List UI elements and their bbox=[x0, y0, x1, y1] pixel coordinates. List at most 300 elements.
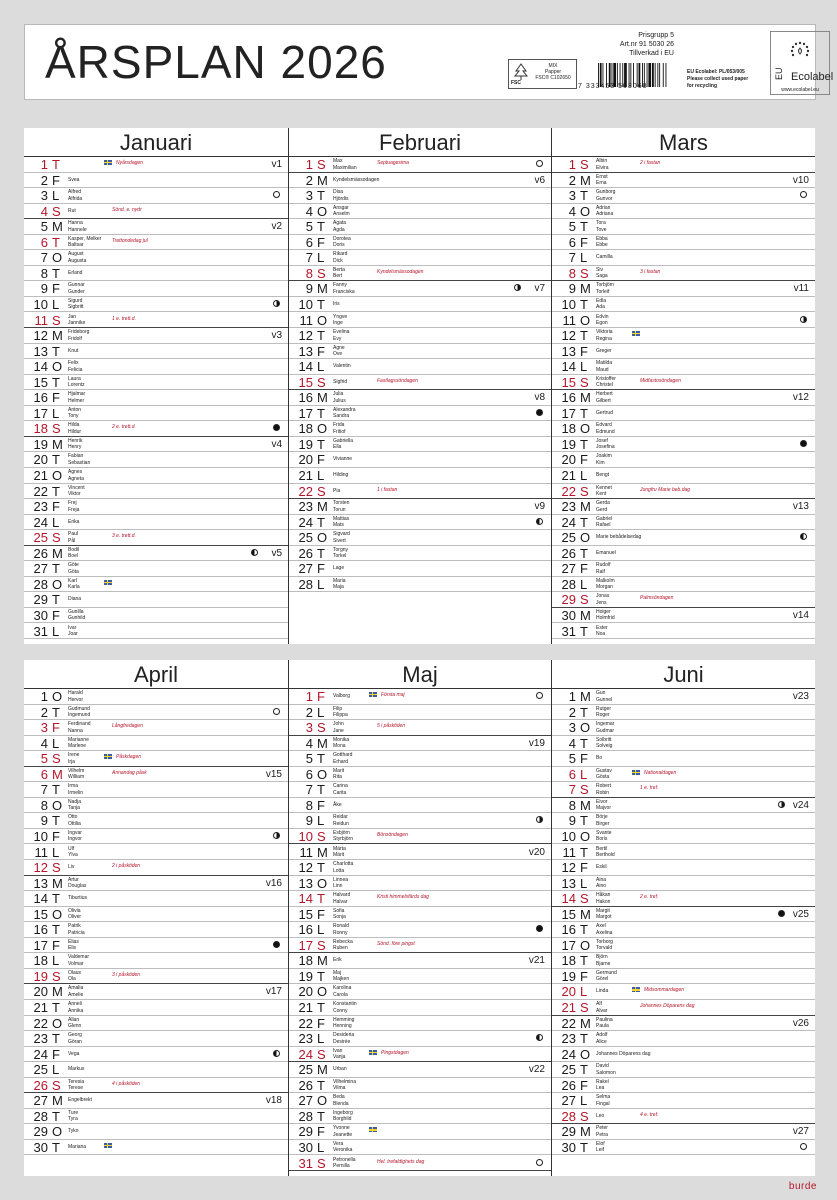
name-day: Adrian Adriana bbox=[596, 204, 614, 218]
name-day: Georg Göran bbox=[68, 1032, 82, 1045]
day-number: 27 bbox=[298, 561, 313, 577]
name-day: Ansgar Anselm bbox=[333, 204, 350, 218]
day-row bbox=[552, 876, 815, 892]
day-row bbox=[289, 813, 551, 829]
weekday-letter: T bbox=[317, 860, 325, 876]
day-number: 2 bbox=[40, 704, 48, 720]
day-row bbox=[289, 751, 551, 767]
day-number: 3 bbox=[568, 188, 576, 204]
weekday-letter: M bbox=[580, 689, 591, 704]
day-row bbox=[289, 876, 551, 892]
name-day: Solbritt Solveig bbox=[596, 736, 613, 750]
name-day: Marianne Marlene bbox=[68, 736, 89, 750]
name-day: Tiburtius bbox=[68, 895, 87, 902]
name-day: Laura Lorentz bbox=[68, 375, 85, 389]
name-day: Filip Filippa bbox=[333, 705, 348, 719]
day-number: 12 bbox=[33, 328, 48, 344]
day-row bbox=[552, 173, 815, 189]
weekday-letter: O bbox=[580, 421, 591, 437]
weekday-letter: F bbox=[52, 390, 60, 406]
day-number: 26 bbox=[33, 1077, 48, 1093]
day-row bbox=[289, 297, 551, 313]
day-number: 22 bbox=[298, 483, 313, 499]
day-number: 3 bbox=[40, 720, 48, 736]
name-day: Charlotta Lotta bbox=[333, 861, 354, 874]
day-number: 15 bbox=[561, 374, 576, 390]
holiday-label: 1 i fastan bbox=[377, 486, 398, 493]
name-day: Kristoffer Christel bbox=[596, 375, 616, 389]
day-number: 25 bbox=[561, 530, 576, 546]
day-row bbox=[24, 561, 288, 577]
name-day: Berta Bert bbox=[333, 266, 345, 280]
month-februari bbox=[288, 128, 551, 644]
week-number: v15 bbox=[265, 768, 282, 780]
day-number: 28 bbox=[33, 1108, 48, 1124]
name-day: Henrik Henry bbox=[68, 437, 83, 451]
weekday-letter: O bbox=[52, 250, 63, 266]
weekday-letter: T bbox=[52, 157, 60, 172]
weekday-letter: T bbox=[52, 374, 60, 390]
holiday-label: 5 i påsktiden bbox=[377, 723, 406, 730]
fsc-label bbox=[508, 59, 577, 89]
first-quarter-moon-icon bbox=[273, 300, 280, 307]
week-number: v17 bbox=[265, 986, 282, 998]
name-day: Viktoria Regina bbox=[596, 329, 613, 342]
day-number: 4 bbox=[568, 203, 576, 219]
name-day: Greger bbox=[596, 347, 612, 354]
name-day: Torborg Torvald bbox=[596, 938, 613, 952]
day-row bbox=[552, 705, 815, 721]
day-row bbox=[552, 953, 815, 969]
week-number: v12 bbox=[792, 392, 809, 404]
name-day: Sigurd Sigbritt bbox=[68, 297, 84, 311]
name-day: Axel Axelina bbox=[596, 923, 613, 936]
weekday-letter: O bbox=[317, 203, 328, 219]
day-number: 22 bbox=[298, 1015, 313, 1031]
holiday-label: 3 i påsktiden bbox=[112, 971, 141, 978]
weekday-letter: O bbox=[317, 1093, 328, 1109]
day-row bbox=[552, 751, 815, 767]
weekday-letter: S bbox=[580, 782, 589, 798]
day-number: 6 bbox=[40, 234, 48, 250]
swedish-flag-icon bbox=[104, 160, 112, 165]
name-day: Lage bbox=[333, 565, 345, 572]
holiday-label: 2 e. trett.d. bbox=[112, 424, 136, 431]
day-number: 16 bbox=[298, 390, 313, 406]
weekday-letter: T bbox=[52, 561, 60, 577]
weekday-letter: T bbox=[317, 405, 325, 421]
week-number: v5 bbox=[271, 547, 282, 559]
day-number: 18 bbox=[561, 953, 576, 969]
day-row bbox=[24, 829, 288, 845]
name-day: Camilla bbox=[596, 254, 613, 261]
weekday-letter: L bbox=[52, 623, 60, 639]
day-number: 30 bbox=[561, 1139, 576, 1155]
day-number: 8 bbox=[568, 265, 576, 281]
day-row bbox=[552, 829, 815, 845]
weekday-letter: T bbox=[580, 296, 588, 312]
name-day: Yvonne Jeanette bbox=[333, 1125, 353, 1138]
first-quarter-moon-icon bbox=[273, 832, 280, 839]
weekday-letter: L bbox=[580, 359, 588, 375]
weekday-letter: T bbox=[317, 891, 325, 907]
day-number: 5 bbox=[305, 751, 313, 767]
day-number: 2 bbox=[305, 704, 313, 720]
full-moon-icon bbox=[536, 1159, 543, 1166]
weekday-letter: O bbox=[52, 1015, 63, 1031]
day-number: 11 bbox=[299, 844, 313, 860]
last-quarter-moon-icon bbox=[800, 533, 807, 540]
day-row bbox=[24, 969, 288, 985]
week-number: v2 bbox=[271, 221, 282, 233]
weekday-letter: T bbox=[580, 1139, 588, 1155]
name-day: Linnea Linn bbox=[333, 876, 349, 890]
day-row bbox=[552, 1031, 815, 1047]
day-number: 7 bbox=[568, 782, 576, 798]
day-number: 20 bbox=[33, 984, 48, 1000]
day-number: 15 bbox=[561, 906, 576, 922]
weekday-letter: M bbox=[52, 766, 63, 782]
holiday-label: 3 i fastan bbox=[640, 268, 661, 275]
day-number: 2 bbox=[568, 704, 576, 720]
day-row bbox=[289, 1016, 551, 1032]
day-row bbox=[24, 953, 288, 969]
weekday-letter: S bbox=[580, 483, 589, 499]
name-day: Agata Agda bbox=[333, 220, 347, 233]
day-number: 16 bbox=[33, 390, 48, 406]
name-day: Disa Hjördis bbox=[333, 189, 349, 202]
swedish-flag-icon bbox=[104, 1143, 112, 1148]
day-number: 4 bbox=[305, 203, 313, 219]
page-title: ÅRSPLAN 2026 bbox=[45, 36, 387, 88]
name-day: Erland bbox=[68, 269, 83, 276]
weekday-letter: T bbox=[52, 891, 60, 907]
day-number: 11 bbox=[34, 844, 48, 860]
day-number: 29 bbox=[561, 592, 576, 608]
holiday-label: Kristi himmelsfärds dag bbox=[377, 894, 429, 901]
day-row bbox=[24, 1124, 288, 1140]
holiday-label: 2 i påsktiden bbox=[112, 863, 141, 870]
name-day: Desideria Desirée bbox=[333, 1032, 355, 1045]
day-number: 17 bbox=[298, 937, 313, 953]
day-number: 11 bbox=[562, 844, 576, 860]
weekday-letter: L bbox=[580, 1093, 588, 1109]
full-moon-icon bbox=[800, 1143, 807, 1150]
holiday-label: Sönd. före pingst bbox=[377, 940, 415, 947]
week-number: v4 bbox=[271, 438, 282, 450]
day-row bbox=[552, 938, 815, 954]
week-number: v26 bbox=[792, 1017, 809, 1029]
day-number: 9 bbox=[40, 281, 48, 297]
holiday-label: Första maj bbox=[381, 692, 405, 698]
weekday-letter: M bbox=[52, 328, 63, 344]
month-maj bbox=[288, 660, 551, 1176]
day-number: 27 bbox=[561, 1093, 576, 1109]
name-day: David Salomon bbox=[596, 1063, 616, 1076]
eu-flower-icon bbox=[774, 34, 834, 84]
weekday-letter: T bbox=[317, 219, 325, 235]
day-row bbox=[552, 437, 815, 453]
weekday-letter: T bbox=[580, 813, 588, 829]
name-day: Hanna Hannele bbox=[68, 220, 87, 233]
day-row bbox=[552, 624, 815, 640]
day-number: 29 bbox=[298, 1124, 313, 1140]
day-row bbox=[289, 891, 551, 907]
name-day: Ingeborg Borghild bbox=[333, 1109, 353, 1123]
weekday-letter: L bbox=[317, 813, 325, 829]
day-row bbox=[552, 860, 815, 876]
name-day: Paulina Paula bbox=[596, 1016, 613, 1030]
day-row bbox=[24, 1140, 288, 1156]
month-name: Mars bbox=[552, 128, 815, 157]
day-number: 10 bbox=[561, 296, 576, 312]
day-number: 17 bbox=[298, 405, 313, 421]
weekday-letter: F bbox=[580, 1077, 588, 1093]
weekday-letter: F bbox=[52, 828, 60, 844]
day-row bbox=[24, 845, 288, 861]
day-number: 26 bbox=[33, 545, 48, 561]
month-januari bbox=[24, 128, 288, 644]
weekday-letter: L bbox=[52, 514, 60, 530]
weekday-letter: O bbox=[52, 576, 63, 592]
name-day: Diana bbox=[68, 596, 82, 603]
weekday-letter: T bbox=[52, 813, 60, 829]
week-number: v19 bbox=[528, 737, 545, 749]
holiday-label: 2 e. tref. bbox=[640, 894, 659, 901]
day-number: 29 bbox=[33, 592, 48, 608]
day-row bbox=[552, 561, 815, 577]
day-row bbox=[552, 1000, 815, 1016]
day-number: 14 bbox=[298, 891, 313, 907]
name-day: Göte Göta bbox=[68, 562, 79, 575]
calendar-row-q1 bbox=[24, 128, 815, 644]
name-day: Beda Blenda bbox=[333, 1094, 349, 1107]
name-day: Teresia Terese bbox=[68, 1078, 85, 1092]
weekday-letter: O bbox=[52, 689, 63, 704]
weekday-letter: F bbox=[317, 452, 325, 468]
holiday-label: 3 e. trett.d. bbox=[112, 533, 136, 540]
day-row bbox=[289, 561, 551, 577]
day-row bbox=[552, 1016, 815, 1032]
name-day: Torsten Torun bbox=[333, 500, 350, 513]
weekday-letter: F bbox=[52, 499, 60, 515]
first-quarter-moon-icon bbox=[514, 284, 521, 291]
name-day: Vivianne bbox=[333, 456, 353, 463]
day-number: 12 bbox=[298, 860, 313, 876]
week-number: v8 bbox=[534, 392, 545, 404]
day-number: 28 bbox=[561, 576, 576, 592]
weekday-letter: F bbox=[580, 968, 588, 984]
name-day: Ebba Ebbe bbox=[596, 235, 608, 249]
month-name: Januari bbox=[24, 128, 288, 157]
day-row bbox=[552, 767, 815, 783]
name-day: Vera Veronika bbox=[333, 1140, 353, 1154]
day-row bbox=[24, 157, 288, 173]
name-day: Svea bbox=[68, 176, 80, 183]
day-number: 30 bbox=[298, 1139, 313, 1155]
month-juni bbox=[551, 660, 815, 1176]
day-number: 7 bbox=[40, 250, 48, 266]
month-name: Maj bbox=[289, 660, 551, 689]
name-day: Mattias Mats bbox=[333, 515, 350, 529]
day-row bbox=[552, 344, 815, 360]
day-number: 3 bbox=[40, 188, 48, 204]
day-number: 23 bbox=[33, 1031, 48, 1047]
name-day: Fabian Sebastian bbox=[68, 453, 91, 466]
day-number: 15 bbox=[33, 906, 48, 922]
holiday-label: Fastlagssöndagen bbox=[377, 377, 418, 384]
name-day: Gabriella Ella bbox=[333, 437, 354, 451]
day-row bbox=[289, 188, 551, 204]
name-day: Evelina Evy bbox=[333, 329, 350, 342]
day-row bbox=[289, 344, 551, 360]
weekday-letter: L bbox=[580, 576, 588, 592]
day-number: 16 bbox=[561, 922, 576, 938]
day-row bbox=[24, 798, 288, 814]
weekday-letter: T bbox=[580, 514, 588, 530]
day-number: 5 bbox=[305, 219, 313, 235]
name-day: Valdemar Volmar bbox=[68, 954, 90, 967]
weekday-letter: L bbox=[52, 296, 60, 312]
name-day: Josef Josefina bbox=[596, 437, 615, 451]
day-number: 19 bbox=[298, 968, 313, 984]
day-row bbox=[289, 767, 551, 783]
day-row bbox=[552, 266, 815, 282]
weekday-letter: M bbox=[317, 844, 328, 860]
name-day: Torgny Torkel bbox=[333, 546, 349, 560]
weekday-letter: M bbox=[580, 172, 591, 188]
name-day: Märta Märit bbox=[333, 845, 346, 858]
weekday-letter: T bbox=[580, 704, 588, 720]
calendar-row-q2 bbox=[24, 660, 815, 1176]
weekday-letter: T bbox=[52, 234, 60, 250]
day-number: 22 bbox=[561, 1015, 576, 1031]
last-quarter-moon-icon bbox=[273, 1050, 280, 1057]
name-day: Ernst Erna bbox=[596, 173, 608, 187]
fsc-line2: Papper bbox=[544, 69, 562, 75]
holiday-label: Septuagesima bbox=[377, 160, 409, 166]
day-number: 23 bbox=[33, 499, 48, 515]
name-day: Ferdinand Nanna bbox=[68, 721, 91, 734]
day-number: 19 bbox=[561, 436, 576, 452]
weekday-letter: O bbox=[580, 828, 591, 844]
name-day: Gotthard Erhard bbox=[333, 752, 353, 765]
name-day: Matilda Maud bbox=[596, 360, 613, 373]
day-row bbox=[289, 720, 551, 736]
day-number: 30 bbox=[33, 1139, 48, 1155]
week-number: v20 bbox=[528, 846, 545, 858]
weekday-letter: M bbox=[317, 953, 328, 969]
day-number: 14 bbox=[561, 891, 576, 907]
month-name: Februari bbox=[289, 128, 551, 157]
weekday-letter: T bbox=[580, 1062, 588, 1078]
day-number: 27 bbox=[561, 561, 576, 577]
day-number: 10 bbox=[298, 296, 313, 312]
day-row bbox=[552, 1124, 815, 1140]
name-day: Linda bbox=[596, 988, 609, 995]
weekday-letter: M bbox=[580, 390, 591, 406]
month-mars bbox=[551, 128, 815, 644]
day-row bbox=[24, 235, 288, 251]
day-row bbox=[24, 782, 288, 798]
day-number: 20 bbox=[298, 984, 313, 1000]
day-number: 21 bbox=[33, 468, 48, 483]
week-number: v25 bbox=[792, 908, 809, 920]
weekday-letter: O bbox=[580, 1046, 591, 1062]
day-row bbox=[552, 1062, 815, 1078]
day-row bbox=[24, 468, 288, 484]
day-number: 6 bbox=[40, 766, 48, 782]
day-number: 9 bbox=[305, 281, 313, 297]
day-row bbox=[24, 1000, 288, 1016]
weekday-letter: S bbox=[580, 592, 589, 608]
name-day: Olaus Ola bbox=[68, 969, 82, 983]
name-day: Ester Noa bbox=[596, 624, 608, 637]
name-day: Liv bbox=[68, 864, 75, 871]
day-row bbox=[24, 390, 288, 406]
weekday-letter: L bbox=[317, 250, 325, 266]
swedish-flag-icon bbox=[632, 987, 640, 992]
weekday-letter: M bbox=[580, 499, 591, 515]
weekday-letter: S bbox=[52, 751, 61, 767]
name-day: Rikard Dick bbox=[333, 251, 348, 264]
day-row bbox=[289, 1000, 551, 1016]
day-row bbox=[552, 1109, 815, 1125]
holiday-label: Palmsöndagen bbox=[640, 595, 674, 602]
name-day: Bo bbox=[596, 755, 603, 762]
day-row bbox=[24, 876, 288, 892]
day-row bbox=[289, 204, 551, 220]
day-row bbox=[552, 592, 815, 608]
day-number: 25 bbox=[561, 1062, 576, 1078]
first-quarter-moon-icon bbox=[800, 316, 807, 323]
weekday-letter: F bbox=[580, 751, 588, 767]
name-day: Jonas Jens bbox=[596, 593, 610, 606]
name-day: Alexandra Sandra bbox=[333, 406, 356, 420]
weekday-letter: F bbox=[317, 689, 325, 704]
day-row bbox=[24, 546, 288, 562]
name-day: Pia bbox=[333, 487, 341, 494]
weekday-letter: T bbox=[317, 1000, 325, 1015]
day-row bbox=[552, 782, 815, 798]
day-row bbox=[289, 499, 551, 515]
day-row bbox=[552, 813, 815, 829]
day-row bbox=[552, 969, 815, 985]
fsc-logo-label: FSC bbox=[511, 80, 521, 86]
day-number: 19 bbox=[561, 968, 576, 984]
day-number: 4 bbox=[568, 735, 576, 751]
week-number: v16 bbox=[265, 877, 282, 889]
day-number: 23 bbox=[298, 1031, 313, 1047]
day-row bbox=[289, 1047, 551, 1063]
name-day: Svante Boris bbox=[596, 829, 612, 843]
weekday-letter: M bbox=[580, 1015, 591, 1031]
weekday-letter: T bbox=[52, 592, 60, 608]
week-number: v11 bbox=[793, 283, 809, 295]
weekday-letter: O bbox=[52, 1124, 63, 1140]
weekday-letter: M bbox=[52, 875, 63, 891]
weekday-letter: S bbox=[317, 483, 326, 499]
day-number: 25 bbox=[298, 1062, 313, 1078]
name-day: Irene Irja bbox=[68, 752, 80, 765]
weekday-letter: L bbox=[52, 844, 60, 860]
day-number: 22 bbox=[33, 483, 48, 499]
holiday-label: Påskdagen bbox=[116, 754, 142, 761]
day-number: 7 bbox=[568, 250, 576, 266]
day-number: 21 bbox=[561, 1000, 576, 1015]
day-number: 1 bbox=[40, 689, 48, 704]
day-number: 5 bbox=[40, 219, 48, 235]
